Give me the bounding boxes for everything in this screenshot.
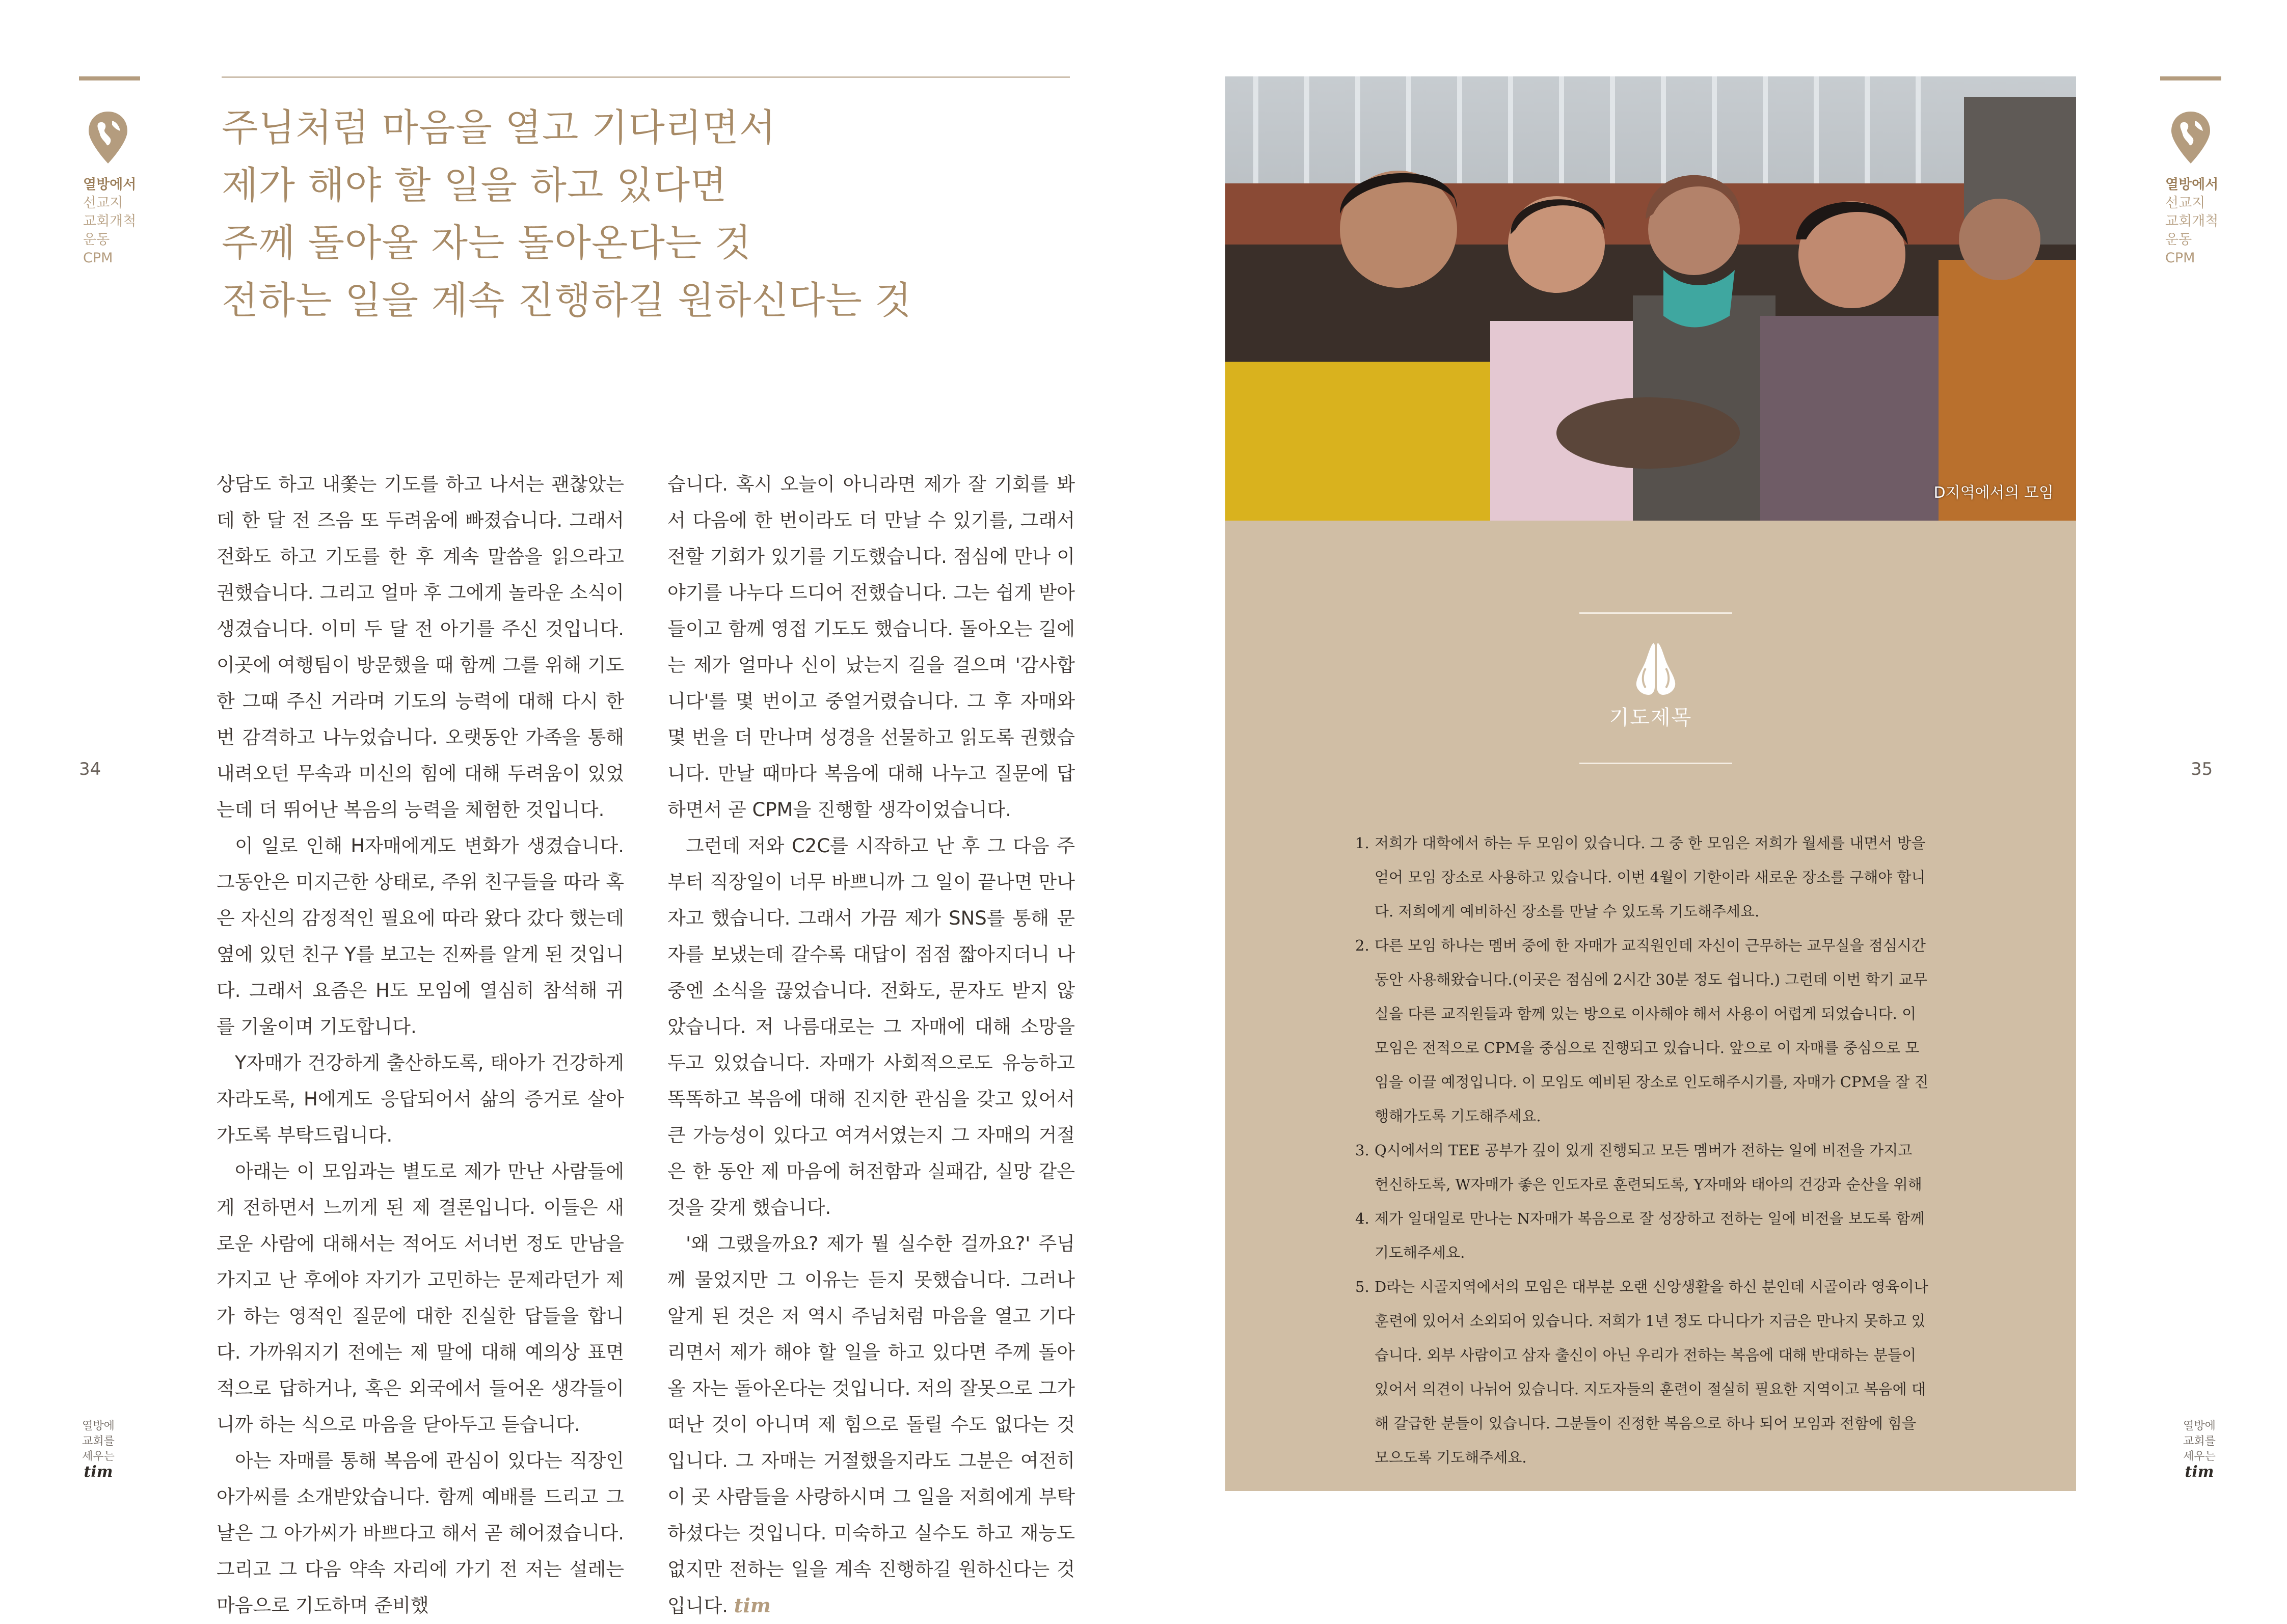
body-column-right: [667, 466, 1075, 1624]
prayer-item: 2. 다른 모임 하나는 멤버 중에 한 자매가 교직원인데 자신이 근무하는 교무실을 점심시간 동안 사용해왔습니다.(이곳은 점심에 2시간 30분 정도 쉽니다.) 그런데 이번 학기 교무실을 다른 교직원들과 함께 있는 방으로 이사해야 해서 사용이 어렵게 되었습니다. 이 모임은 전적으로 CPM을 중심으로 진행되고 있습니다. 앞으로 이 자매를 중심으로 모임을 이끌 예정입니다. 이 모임도 예비된 장소로 인도해주시기를, 자매가 CPM을 잘 진행해가도록 기도해주세요.: [1355, 937, 1929, 1125]
brand-line: 열방에: [82, 1420, 115, 1432]
paragraph: 이 일로 인해 H자매에게도 변화가 생겼습니다. 그동안은 미지근한 상태로, 주위 친구들을 따라 혹은 자신의 감정적인 필요에 따라 왔다 갔다 했는데 옆에 있던 친구 Y를 보고는 진짜를 알게 된 것입니다. 그래서 요즘은 H도 모임에 열심히 참석해 귀를 기울이며 기도합니다.: [217, 835, 624, 1038]
headline-rule: [222, 76, 1070, 78]
left-side-rule: [79, 76, 140, 80]
brand-line: 세우는: [82, 1450, 115, 1463]
prayer-box-title: 기도제목: [1609, 706, 1692, 729]
body-column-left: [217, 466, 624, 1623]
prayer-item-text: 저희가 대학에서 하는 두 모임이 있습니다. 그 중 한 모임은 저희가 월세를 내면서 방을 얻어 모임 장소로 사용하고 있습니다. 이번 4월이 기한이라 새로운 장소를 구해야 합니다. 저희에게 예비하신 장소를 만날 수 있도록 기도해주세요.: [1375, 834, 1926, 920]
side-tab-line: 선교지: [2165, 195, 2205, 211]
prayer-box-rule-top: [1579, 612, 1732, 614]
paragraph: Y자매가 건강하게 출산하도록, 태아가 건강하게 자라도록, H에게도 응답되어서 삶의 증거로 살아가도록 부탁드립니다.: [217, 1052, 624, 1146]
side-tab-title: 열방에서: [83, 177, 137, 193]
prayer-box: [1225, 521, 2076, 1491]
headline-line: 주님처럼 마음을 열고 기다리면서: [222, 106, 776, 150]
prayer-item-text: D라는 시골지역에서의 모임은 대부분 오랜 신앙생활을 하신 분인데 시골이라 영육이나 훈련에 있어서 소외되어 있습니다. 저희가 1년 정도 다니다가 지금은 만나지 못하고 있습니다. 외부 사람이고 삼자 출신이 아닌 우리가 전하는 복음에 대해 반대하는 분들이 있어서 의견이 나뉘어 있습니다. 지도자들의 훈련이 절실히 필요한 지역이고 복음에 대해 갈급한 분들이 있습니다. 그분들이 진정한 복음으로 하나 되어 모임과 전함에 힘을 모으도록 기도해주세요.: [1375, 1278, 1928, 1466]
photo-caption: D지역에서의 모임: [1933, 484, 2054, 502]
right-side-rule: [2160, 76, 2221, 80]
side-tab-title: 열방에서: [2165, 177, 2219, 193]
side-tab-line: 운동: [2165, 232, 2192, 248]
prayer-item: 4. 제가 일대일로 만나는 N자매가 복음으로 잘 성장하고 전하는 일에 비전을 보도록 함께 기도해주세요.: [1355, 1210, 1925, 1261]
paragraph: 상담도 하고 내쫓는 기도를 하고 나서는 괜찮았는데 한 달 전 즈음 또 두려움에 빠졌습니다. 그래서 전화도 하고 기도를 한 후 계속 말씀을 읽으라고 권했습니다. 그리고 얼마 후 그에게 놀라운 소식이 생겼습니다. 이미 두 달 전 아기를 주신 것입니다. 이곳에 여행팀이 방문했을 때 함께 그를 위해 기도한 그때 주신 거라며 기도의 능력에 대해 다시 한번 감격하고 나누었습니다. 오랫동안 가족을 통해 내려오던 무속과 미신의 힘에 대해 두려움이 있었는데 더 뛰어난 복음의 능력을 체험한 것입니다.: [217, 473, 624, 821]
prayer-item-text: Q시에서의 TEE 공부가 깊이 있게 진행되고 모든 멤버가 전하는 일에 비전을 가지고 헌신하도록, W자매가 좋은 인도자로 훈련되도록, Y자매와 태아의 건강과 순산을 위해: [1375, 1142, 1922, 1193]
prayer-item-text: 제가 일대일로 만나는 N자매가 복음으로 잘 성장하고 전하는 일에 비전을 보도록 함께 기도해주세요.: [1375, 1210, 1925, 1261]
headline: [222, 99, 1062, 330]
prayer-box-rule-bottom: [1579, 763, 1732, 764]
prayer-item: 1. 저희가 대학에서 하는 두 모임이 있습니다. 그 중 한 모임은 저희가 월세를 내면서 방을 얻어 모임 장소로 사용하고 있습니다. 이번 4월이 기한이라 새로운 장소를 구해야 합니다. 저희에게 예비하신 장소를 만날 수 있도록 기도해주세요.: [1355, 834, 1926, 920]
paragraph: 아래는 이 모임과는 별도로 제가 만난 사람들에게 전하면서 느끼게 된 제 결론입니다. 이들은 새로운 사람에 대해서는 적어도 서너번 정도 만남을 가지고 난 후에야 자기가 고민하는 문제라던가 제가 하는 영적인 질문에 대한 진실한 답들을 합니다. 가까워지기 전에는 제 말에 대해 예의상 표면적으로 답하거나, 혹은 외국에서 들어온 생각들이니까 하는 식으로 마음을 닫아두고 듣습니다.: [217, 1160, 625, 1436]
brand-line: 세우는: [2183, 1450, 2216, 1463]
side-tab-line: 교회개척: [83, 213, 137, 229]
side-tab-line: CPM: [2165, 250, 2195, 266]
praying-hands-icon: [1630, 638, 1681, 699]
paragraph: 아는 자매를 통해 복음에 관심이 있다는 직장인 아가씨를 소개받았습니다. 함께 예배를 드리고 그날은 그 아가씨가 바쁘다고 해서 곧 헤어졌습니다. 그리고 그 다음 약속 자리에 가기 전 저는 설레는 마음으로 기도하며 준비했: [217, 1450, 625, 1616]
prayer-item: 5. D라는 시골지역에서의 모임은 대부분 오랜 신앙생활을 하신 분인데 시골이라 영육이나 훈련에 있어서 소외되어 있습니다. 저희가 1년 정도 다니다가 지금은 만나지 못하고 있습니다. 외부 사람이고 삼자 출신이 아닌 우리가 전하는 복음에 대해 반대하는 분들이 있어서 의견이 나뉘어 있습니다. 지도자들의 훈련이 절실히 필요한 지역이고 복음에 대해 갈급한 분들이 있습니다. 그분들이 진정한 복음으로 하나 되어 모임과 전함에 힘을 모으도록 기도해주세요.: [1355, 1278, 1928, 1466]
headline-line: 주께 돌아올 자는 돌아온다는 것: [222, 221, 752, 265]
side-tab-line: 선교지: [83, 195, 123, 211]
tim-signature: tim: [734, 1594, 771, 1617]
right-footer-brand: [2176, 1419, 2222, 1480]
paragraph: 습니다. 혹시 오늘이 아니라면 제가 잘 기회를 봐서 다음에 한 번이라도 더 만날 수 있기를, 그래서 전할 기회가 있기를 기도했습니다. 점심에 만나 이야기를 나누다 드디어 전했습니다. 그는 쉽게 받아들이고 함께 영접 기도도 했습니다. 돌아오는 길에는 제가 얼마나 신이 났는지 길을 걸으며 '감사합니다'를 몇 번이고 중얼거렸습니다. 그 후 자매와 몇 번을 더 만나며 성경을 선물하고 읽도록 권했습니다. 만날 때마다 복음에 대해 나누고 질문에 답하면서 곧 CPM을 진행할 생각이었습니다.: [667, 473, 1075, 821]
meeting-photo: [1225, 76, 2076, 521]
globe-pin-icon: [87, 110, 129, 166]
left-side-tab-label: [83, 176, 136, 267]
brand-line: 열방에: [2183, 1420, 2216, 1432]
prayer-list: [1355, 826, 1931, 1475]
page-number-left: 34: [79, 759, 101, 779]
paragraph-text: '왜 그랬을까요? 제가 뭘 실수한 걸까요?' 주님께 물었지만 그 이유는 듣지 못했습니다. 그러나 알게 된 것은 저 역시 주님처럼 마음을 열고 기다리면서 제가 해야 할 일을 하고 있다면 주께 돌아올 자는 돌아온다는 것입니다. 저의 잘못으로 그가 떠난 것이 아니며 제 힘으로 돌릴 수도 없다는 것입니다. 그 자매는 거절했을지라도 그분은 여전히 이 곳 사람들을 사랑하시며 그 일을 저희에게 부탁하셨다는 것입니다. 미숙하고 실수도 하고 재능도 없지만 전하는 일을 계속 진행하길 원하신다는 것입니다.: [667, 1233, 1075, 1617]
brand-line: 교회를: [82, 1435, 115, 1448]
side-tab-line: CPM: [83, 250, 113, 266]
left-footer-brand: [75, 1419, 121, 1480]
globe-pin-icon: [2169, 110, 2212, 166]
tim-logo: tim: [84, 1463, 113, 1481]
headline-line: 제가 해야 할 일을 하고 있다면: [222, 164, 728, 207]
brand-line: 교회를: [2183, 1435, 2216, 1448]
paragraph: 그런데 저와 C2C를 시작하고 난 후 그 다음 주부터 직장일이 너무 바쁘니까 그 일이 끝나면 만나자고 했습니다. 그래서 가끔 제가 SNS를 통해 문자를 보냈는데 갈수록 대답이 점점 짧아지더니 나중엔 소식을 끊었습니다. 전화도, 문자도 받지 않았습니다. 저 나름대로는 그 자매에 대해 소망을 두고 있었습니다. 자매가 사회적으로도 유능하고 똑똑하고 복음에 대해 진지한 관심을 갖고 있어서 큰 가능성이 있다고 여겨서였는지 그 자매의 거절은 한 동안 제 마음에 허전함과 실패감, 실망 같은 것을 갖게 했습니다.: [667, 835, 1075, 1219]
tim-logo: tim: [2185, 1463, 2214, 1481]
meeting-photo-illustration: [1225, 76, 2076, 521]
prayer-item-text: 다른 모임 하나는 멤버 중에 한 자매가 교직원인데 자신이 근무하는 교무실을 점심시간 동안 사용해왔습니다.(이곳은 점심에 2시간 30분 정도 쉽니다.) 그런데 이번 학기 교무실을 다른 교직원들과 함께 있는 방으로 이사해야 해서 사용이 어렵게 되었습니다. 이 모임은 전적으로 CPM을 중심으로 진행되고 있습니다. 앞으로 이 자매를 중심으로 모임을 이끌 예정입니다. 이 모임도 예비된 장소로 인도해주시기를, 자매가 CPM을 잘 진행해가도록 기도해주세요.: [1375, 937, 1929, 1125]
headline-line: 전하는 일을 계속 진행하길 원하신다는 것: [222, 279, 912, 322]
right-side-tab-label: [2165, 176, 2218, 267]
page-number-right: 35: [2191, 759, 2213, 779]
prayer-item: 3. Q시에서의 TEE 공부가 깊이 있게 진행되고 모든 멤버가 전하는 일에 비전을 가지고 헌신하도록, W자매가 좋은 인도자로 훈련되도록, Y자매와 태아의 건강과 순산을 위해: [1355, 1142, 1922, 1193]
side-tab-line: 운동: [83, 232, 110, 248]
side-tab-line: 교회개척: [2165, 213, 2219, 229]
